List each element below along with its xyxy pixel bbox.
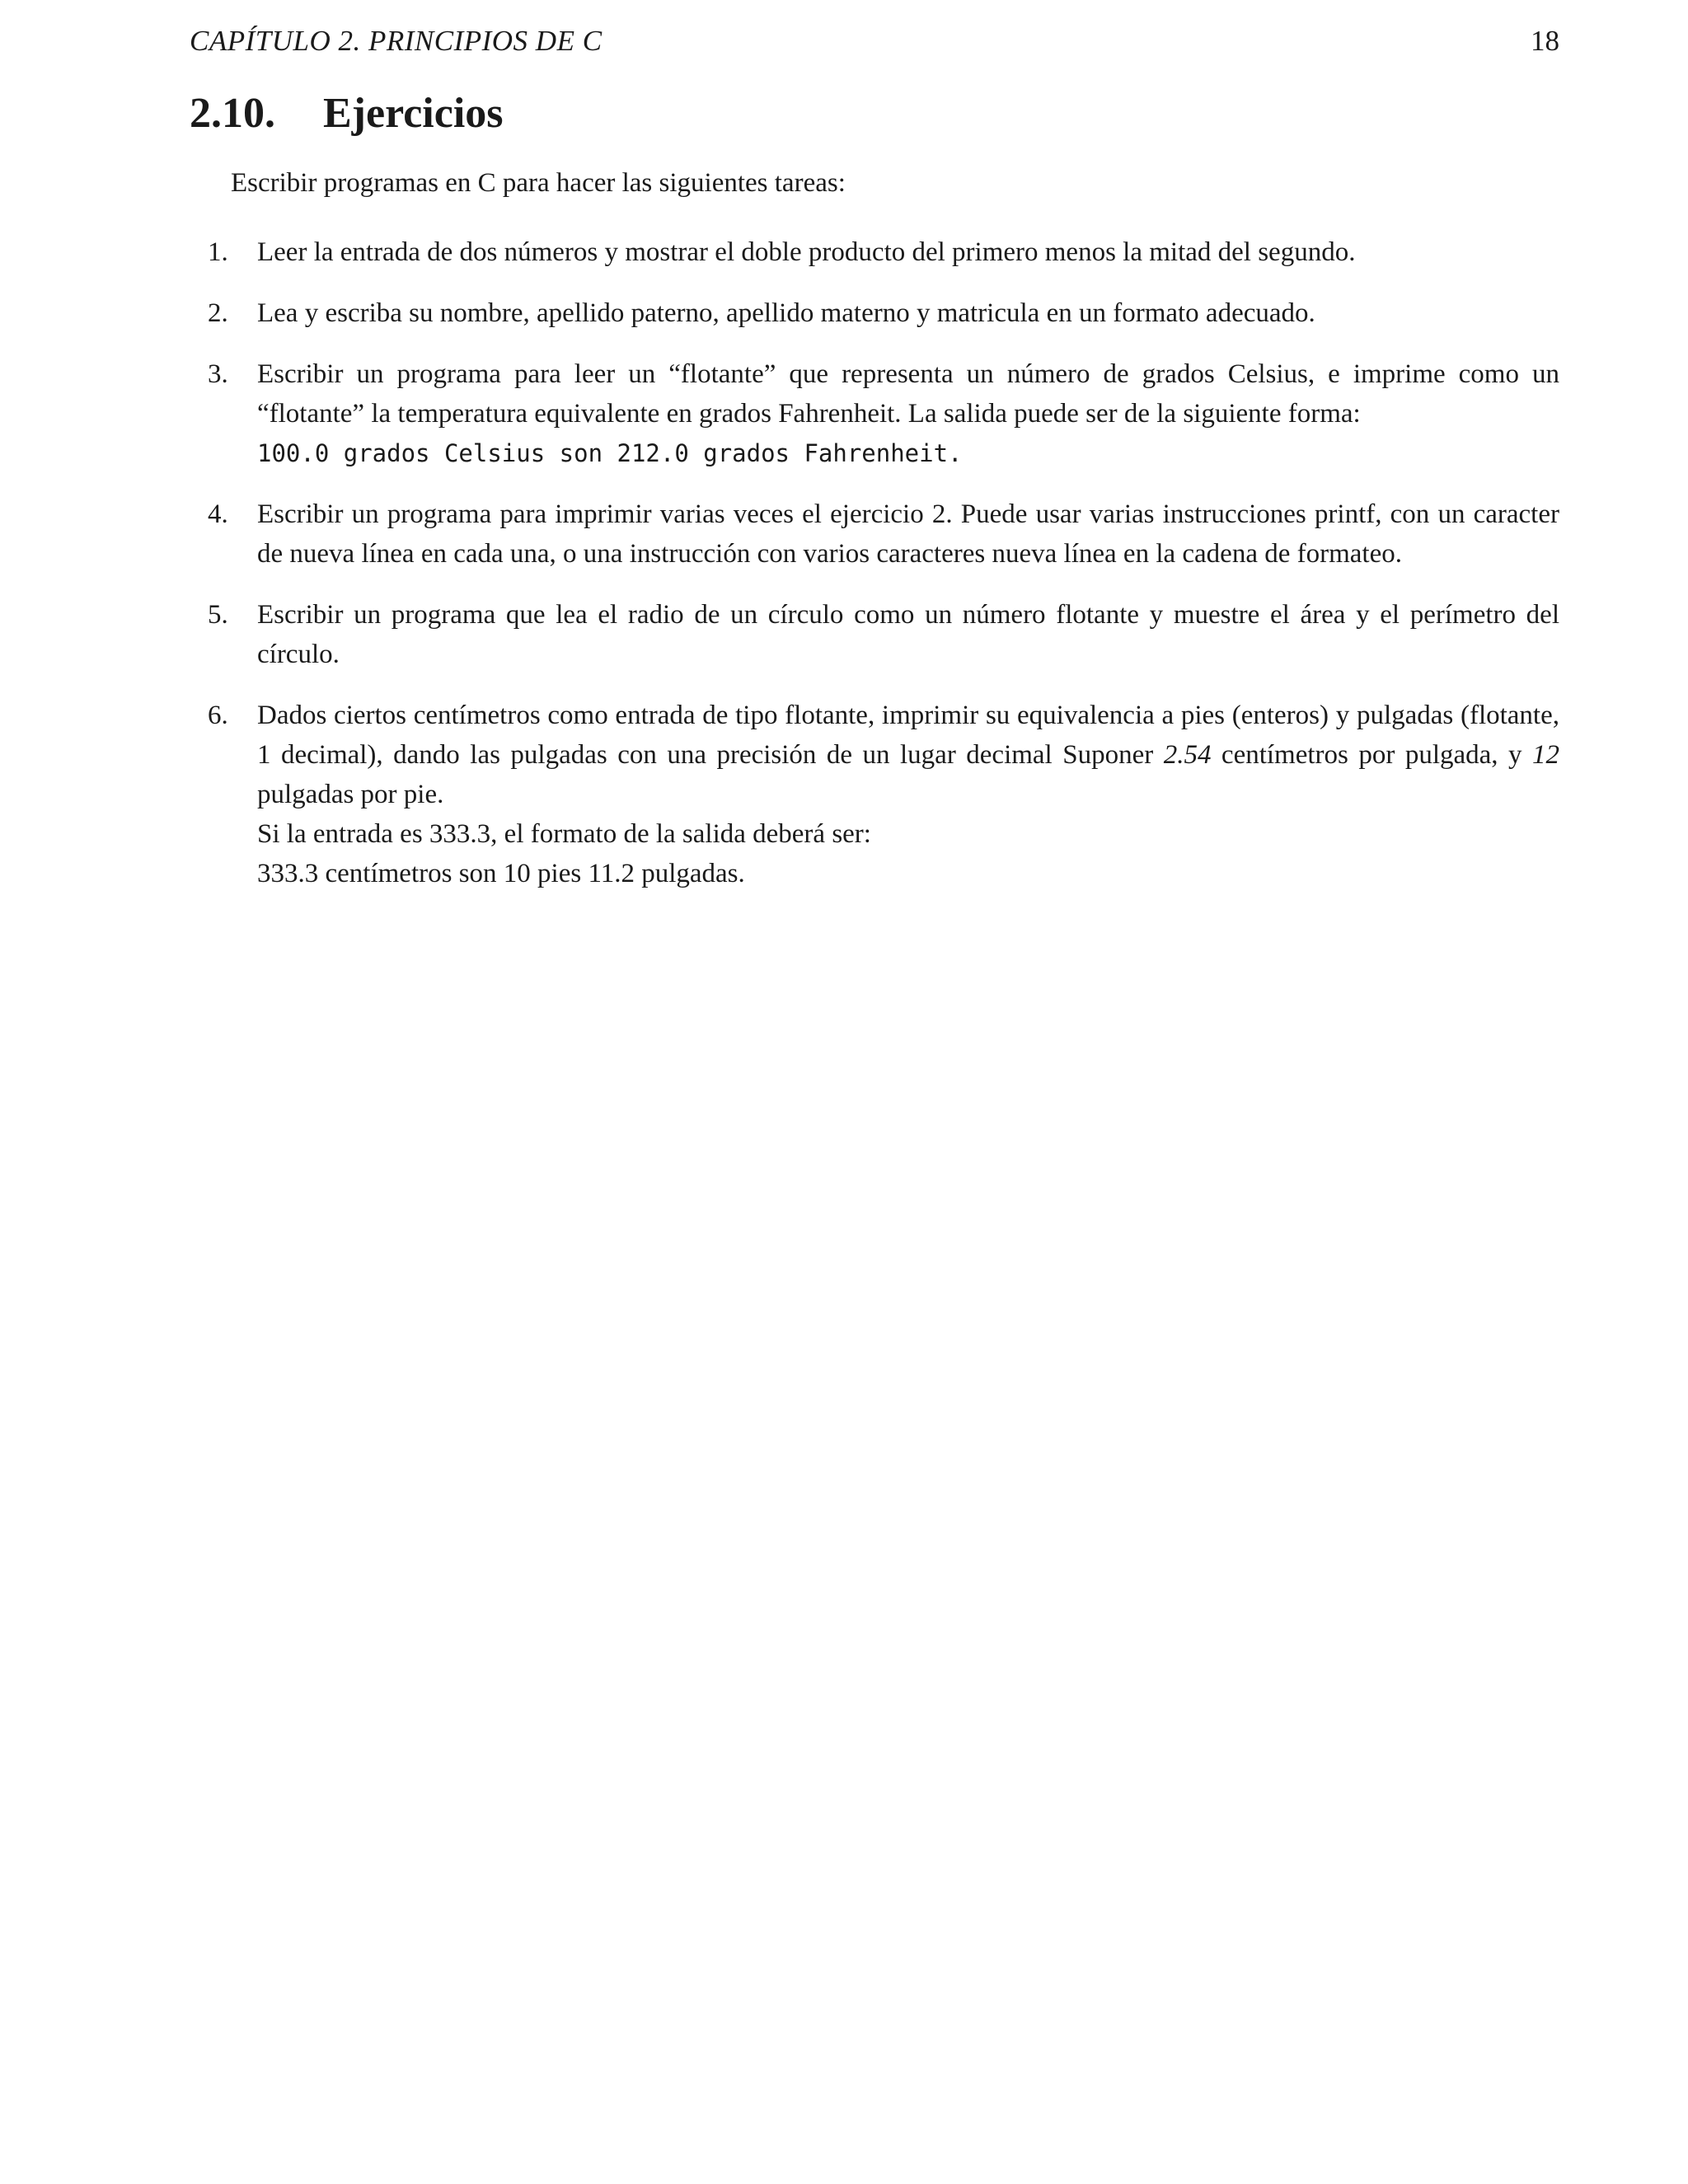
exercise-item-3 [190, 354, 1559, 473]
code-example: 100.0 grados Celsius son 212.0 grados Fahrenheit. [257, 439, 963, 467]
exercise-number: 3. [208, 359, 228, 389]
exercise-text-a: Dados ciertos centímetros como entrada de tipo flotante, imprimir su equivalencia a pies (enteros) y pulgadas (flotante, 1 decimal), dando las pulgadas con una precisión de un lugar decimal Suponer [257, 701, 1559, 770]
exercise-number: 6. [208, 701, 228, 730]
input-example-line: Si la entrada es 333.3, el formato de la salida deberá ser: [257, 819, 871, 849]
exercise-item-5 [190, 595, 1559, 674]
exercise-number: 2. [208, 298, 228, 328]
exercise-text: Escribir un programa que lea el radio de un círculo como un número flotante y muestre el área y el perímetro del círculo. [257, 600, 1559, 669]
section-number: 2.10. [190, 90, 275, 137]
exercise-text-b: centímetros por pulgada, y [1221, 740, 1522, 770]
exercise-list [190, 232, 1559, 915]
exercise-text: Leer la entrada de dos números y mostrar el doble producto del primero menos la mitad del segundo. [257, 237, 1356, 267]
exercise-number: 1. [208, 237, 228, 267]
exercise-text: Escribir un programa para leer un “flotante” que representa un número de grados Celsius, e imprime como un “flotante” la temperatura equivalente en grados Fahrenheit. La salida puede ser de la siguiente forma: [257, 359, 1559, 429]
output-example-line: 333.3 centímetros son 10 pies 11.2 pulgadas. [257, 859, 745, 888]
section-heading [190, 89, 504, 138]
section-title: Ejercicios [323, 90, 504, 137]
exercise-item-4 [190, 494, 1559, 574]
running-header [190, 25, 1559, 66]
exercise-number: 5. [208, 600, 228, 630]
exercise-text: Escribir un programa para imprimir varias veces el ejercicio 2. Puede usar varias instrucciones printf, con un caracter de nueva línea en cada una, o una instrucción con varios caracteres nueva línea en la cadena de formateo. [257, 499, 1559, 569]
exercise-item-2 [190, 293, 1559, 333]
intro-paragraph: Escribir programas en C para hacer las siguientes tareas: [231, 168, 846, 198]
exercise-text-c: pulgadas por pie. [257, 780, 444, 809]
exercise-number: 4. [208, 499, 228, 529]
exercise-item-6 [190, 696, 1559, 893]
page-number: 18 [1531, 25, 1559, 57]
exercise-item-1 [190, 232, 1559, 272]
value-cm-per-inch: 2.54 [1163, 740, 1212, 770]
exercise-text: Lea y escriba su nombre, apellido paterno, apellido materno y matricula en un formato adecuado. [257, 298, 1315, 328]
chapter-title: CAPÍTULO 2. PRINCIPIOS DE C [190, 25, 603, 57]
value-inches-per-foot: 12 [1532, 740, 1559, 770]
